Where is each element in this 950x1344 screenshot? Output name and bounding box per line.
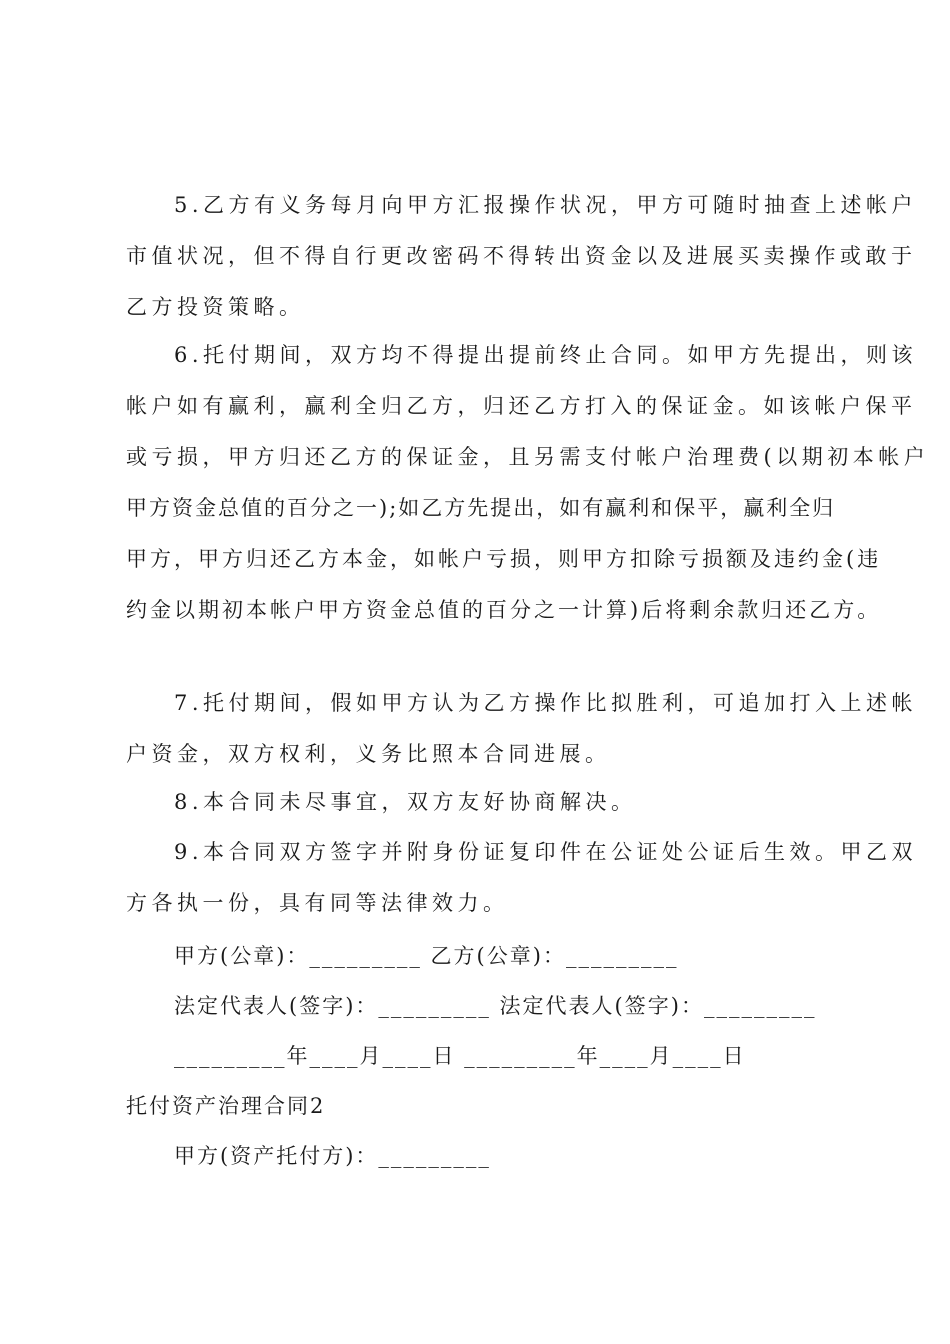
clause-8-line: 8.本合同未尽事宜，双方友好协商解决。	[174, 790, 637, 814]
clause-8	[126, 777, 836, 828]
clause-6-line: 甲方资金总值的百分之一);如乙方先提出，如有赢利和保平，赢利全归	[126, 496, 836, 520]
clause-7-line: 7.托付期间，假如甲方认为乙方操作比拟胜利，可追加打入上述帐	[174, 691, 918, 715]
clause-6-line: 6.托付期间，双方均不得提出提前终止合同。如甲方先提出，则该	[174, 343, 918, 367]
clause-5	[126, 180, 918, 333]
clause-6-line: 或亏损，甲方归还乙方的保证金，且另需支付帐户治理费(以期初本帐户	[126, 445, 930, 469]
clause-6-line: 甲方，甲方归还乙方本金，如帐户亏损，则甲方扣除亏损额及违约金(违	[126, 547, 882, 571]
clause-9-line: 方各执一份，具有同等法律效力。	[126, 891, 509, 915]
representative-signature-line: 法定代表人(签字)：_________ 法定代表人(签字)：_________	[174, 994, 817, 1018]
clause-7-line: 户资金，双方权利，义务比照本合同进展。	[126, 742, 611, 766]
clause-5-line: 乙方投资策略。	[126, 295, 305, 319]
clause-5-line: 5.乙方有义务每月向甲方汇报操作状况，甲方可随时抽查上述帐户	[174, 193, 918, 217]
clause-9-line: 9.本合同双方签字并附身份证复印件在公证处公证后生效。甲乙双	[174, 840, 918, 864]
party-a-line: 甲方(资产托付方)：_________	[174, 1144, 491, 1168]
clause-6-line: 约金以期初本帐户甲方资金总值的百分之一计算)后将剩余款归还乙方。	[126, 598, 882, 622]
clause-9	[126, 827, 918, 929]
seal-signature-line: 甲方(公章)：_________ 乙方(公章)：_________	[174, 944, 679, 968]
clause-5-line: 市值状况，但不得自行更改密码不得转出资金以及进展买卖操作或敢于	[126, 244, 917, 268]
clause-6	[126, 330, 930, 636]
date-line: _________年____月____日 _________年____月____日	[174, 1044, 746, 1068]
clause-6-line: 帐户如有赢利，赢利全归乙方，归还乙方打入的保证金。如该帐户保平	[126, 394, 917, 418]
section-title: 托付资产治理合同2	[126, 1094, 326, 1118]
clause-7	[126, 678, 918, 780]
